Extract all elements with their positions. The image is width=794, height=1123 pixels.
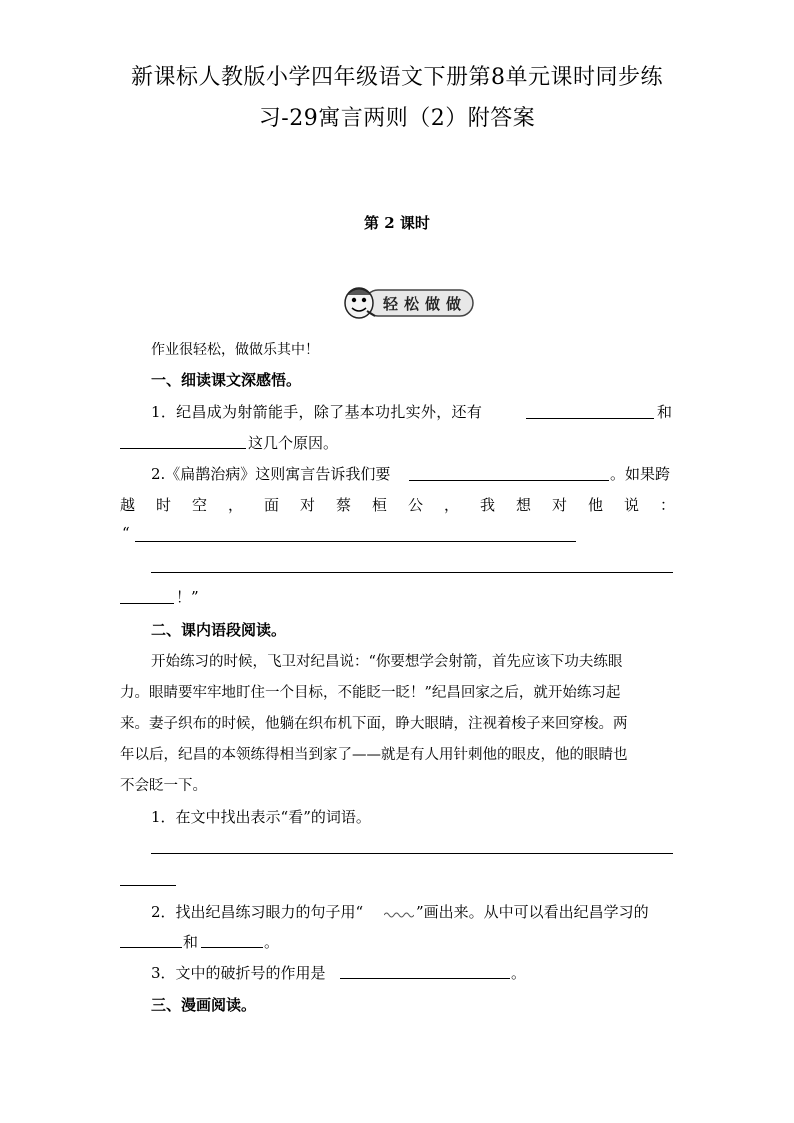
s2-q3-blank[interactable] — [340, 978, 510, 979]
s2-q3-end: 。 — [511, 964, 527, 982]
s1-q1-and: 和 — [657, 403, 673, 421]
passage-line: 来。妻子织布的时候，他躺在织布机下面，睁大眼睛，注视着梭子来回穿梭。两 — [120, 716, 628, 732]
passage-line: 年以后，纪昌的本领练得相当到家了——就是有人用针刺他的眼皮，他的眼睛也 — [120, 747, 628, 763]
s1-q1-end: 这几个原因。 — [248, 434, 339, 452]
s2-q2-and: 和 — [183, 933, 199, 951]
s2-q1-answer-line-1[interactable] — [151, 853, 673, 854]
s1-q2-quote-open: “ — [122, 524, 130, 542]
easy-practice-badge — [339, 283, 477, 321]
s1-q1-text: 1．纪昌成为射箭能手，除了基本功扎实外，还有 — [151, 403, 483, 421]
s1-q2-answer-line-2[interactable] — [151, 572, 673, 573]
passage-line: 不会眨一下。 — [120, 778, 207, 794]
s1-q2-line-2: 越时空，面对蔡桓公，我想对他说： — [120, 496, 697, 514]
passage-line: 开始练习的时候，飞卫对纪昌说：“你要想学会射箭，首先应该下功夫练眼 — [151, 654, 623, 670]
s2-q2-blank-1[interactable] — [120, 947, 182, 948]
section-3-heading: 三、漫画阅读。 — [151, 996, 257, 1014]
wavy-underline-icon — [384, 911, 414, 919]
s1-q2-cont: 。如果跨 — [610, 465, 671, 483]
s2-q1-answer-line-2[interactable] — [120, 885, 176, 886]
s2-q1-text: 1．在文中找出表示“看”的词语。 — [151, 808, 371, 826]
s1-q2-text: 2.《扁鹊治病》这则寓言告诉我们要 — [151, 465, 391, 483]
s2-q2-text: 2．找出纪昌练习眼力的句子用“ — [151, 903, 364, 921]
s1-q2-blank-1[interactable] — [409, 480, 609, 481]
intro-text: 作业很轻松，做做乐其中！ — [151, 342, 319, 358]
section-2-heading: 二、课内语段阅读。 — [151, 621, 287, 639]
document-title-line-2: 习-29寓言两则（2）附答案 — [258, 106, 536, 131]
lesson-label: 第 2 课时 — [364, 214, 430, 232]
s1-q1-blank-2[interactable] — [120, 448, 246, 449]
passage-line: 力。眼睛要牢牢地盯住一个目标，不能眨一眨！”纪昌回家之后，就开始练习起 — [120, 685, 621, 701]
s1-q1-blank-1[interactable] — [526, 418, 654, 419]
s1-q2-answer-line-1[interactable] — [135, 541, 576, 542]
s2-q2-text-cont: ”画出来。从中可以看出纪昌学习的 — [416, 903, 649, 921]
badge-text: 轻松做做 — [383, 295, 468, 313]
document-title-line-1: 新课标人教版小学四年级语文下册第8单元课时同步练 — [131, 65, 663, 90]
s2-q3-text: 3．文中的破折号的作用是 — [151, 964, 326, 982]
section-1-heading: 一、细读课文深感悟。 — [151, 371, 302, 389]
s2-q2-blank-2[interactable] — [201, 947, 263, 948]
s2-q2-end: 。 — [264, 933, 280, 951]
s1-q2-answer-line-3[interactable] — [120, 603, 174, 604]
s1-q2-quote-close: ！” — [176, 588, 199, 606]
